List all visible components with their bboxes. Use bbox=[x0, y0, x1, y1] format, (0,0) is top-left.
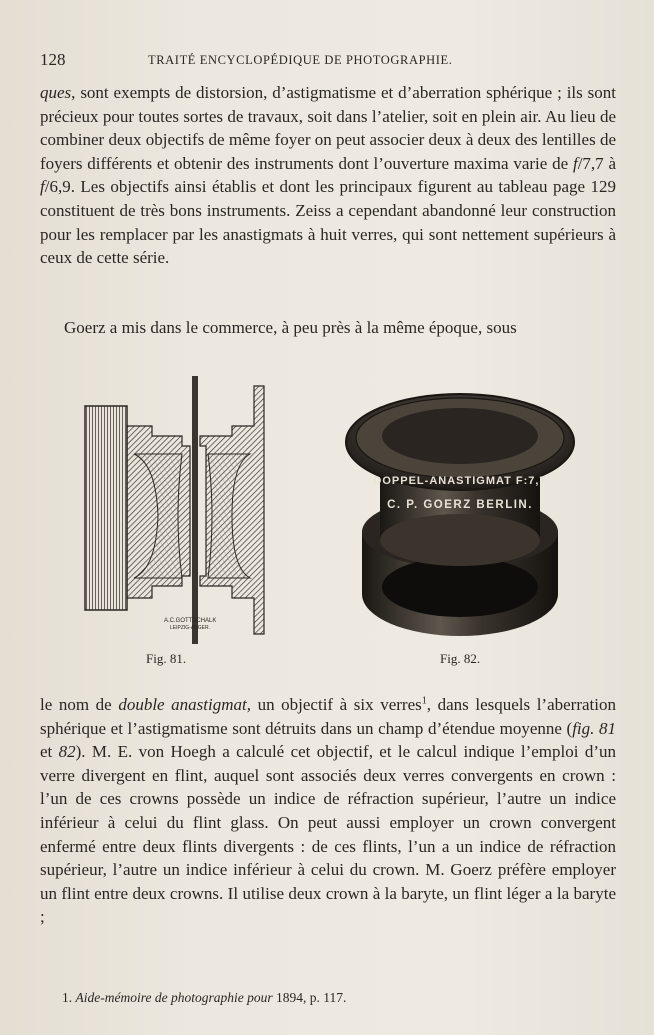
paragraph-3-text-b: , un objectif à six verres bbox=[246, 695, 422, 714]
engraver-signature-line-1: A.C.GOTTSCHALK bbox=[164, 618, 217, 624]
page-number: 128 bbox=[40, 50, 66, 69]
paragraph-3 bbox=[40, 693, 616, 929]
figure-81-caption: Fig. 81. bbox=[146, 651, 187, 666]
word-ques: ques bbox=[40, 83, 72, 102]
paragraph-1-text-b: /7,7 à bbox=[577, 153, 616, 173]
term-double-anastigmat: double anastigmat bbox=[118, 695, 247, 714]
paragraph-1 bbox=[40, 81, 616, 270]
footnote-reference[interactable]: 1 bbox=[421, 695, 427, 707]
paragraph-3-text-c: , dans lesquels l’aberration sphérique et l’astigmatisme sont détruits dans un champ d’étendue moyenne ( bbox=[40, 695, 616, 738]
lens-engraving-line-2: C. P. GOERZ BERLIN. bbox=[387, 499, 533, 511]
footnote-title: Aide-mémoire de photographie pour bbox=[75, 990, 273, 1005]
paragraph-2: Goerz a mis dans le commerce, à peu près à la même époque, sous bbox=[64, 318, 517, 337]
aperture-f-1: f bbox=[572, 153, 578, 173]
figure-81-lens-cross-section bbox=[82, 376, 268, 644]
paragraph-3-text-e: ). M. E. von Hoegh a calculé cet objectif, et le calcul indique l’emploi d’un verre divergent en flint, auquel sont associés deux verres convergents en crown : l’un de ces crowns possède un indice de réfraction supérieur, l’autre un indice inférieur à celui du flint glass. On peut aussi employer un crown convergent enfermé entre deux flints divergents : de ces flints, l’un a un indice de réfraction supérieur, l’autre un indice inférieur à celui du crown. M. Goerz préfère employer un flint entre deux crowns. Il utilise deux crown à la baryte, un flint léger a la baryte ; bbox=[40, 742, 616, 927]
lens-engraving-line-1: DOPPEL-ANASTIGMAT F:7,7 bbox=[373, 475, 547, 487]
footnote-detail: 1894, p. 117. bbox=[272, 990, 347, 1005]
figure-82-caption: Fig. 82. bbox=[440, 651, 481, 666]
engraver-signature-line-2: LEIPZIG-ANGER. bbox=[170, 625, 211, 631]
paragraph-3-text-d: et bbox=[40, 742, 59, 762]
footnote-number: 1. bbox=[62, 990, 73, 1005]
paragraph-1-text-c: /6,9. Les objectifs ainsi établis et dont les principaux figurent au tableau page 129 constituent de très bons instruments. Zeiss a cependant abandonné leur construction pour les remplacer par les anastigmats à huit verres, qui sont nettement supérieurs à ceux de cette série. bbox=[40, 177, 616, 268]
aperture-f-2: f bbox=[40, 177, 45, 197]
footnote bbox=[62, 990, 346, 1006]
figure-82-lens-photo bbox=[342, 382, 580, 640]
paragraph-1-text-a: , sont exempts de distorsion, d’astigmatisme et d’aberration sphérique ; ils sont précieux pour toutes sortes de travaux, soit dans l’atelier, soit en plein air. Au lieu de combiner deux objectifs de même foyer on peut associer deux à deux des lentilles de foyers différents et obtenir des instruments dont l’ouverture maxima varie de bbox=[40, 83, 616, 173]
figure-reference-81[interactable]: fig. 81 bbox=[572, 718, 616, 738]
running-title: TRAITÉ ENCYCLOPÉDIQUE DE PHOTOGRAPHIE. bbox=[148, 53, 453, 67]
figure-reference-82[interactable]: 82 bbox=[58, 742, 76, 762]
paragraph-3-text-a: le nom de bbox=[40, 695, 119, 714]
page-header bbox=[40, 50, 614, 72]
